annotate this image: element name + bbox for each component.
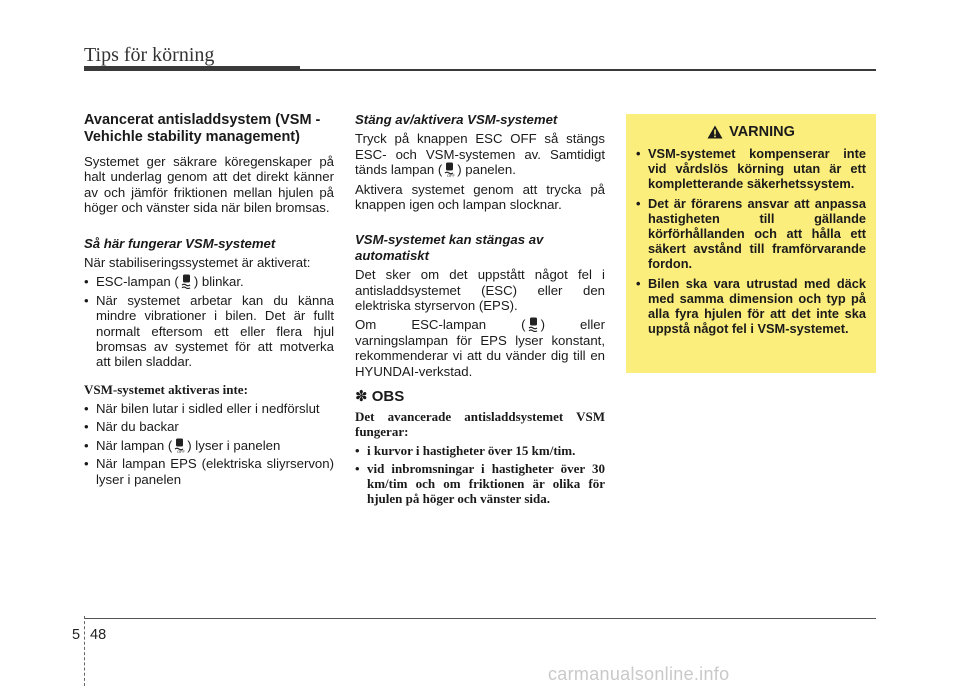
obs-list <box>355 443 605 506</box>
header-bar <box>84 66 300 71</box>
activate-paragraph: Aktivera systemet genom att trycka på knappen igen och lampan slocknar. <box>355 181 605 213</box>
column-middle <box>355 112 605 510</box>
list-item: • När lampan ( OFF ) lyser i panelen <box>84 438 334 453</box>
subheading-how-it-works: Så här fungerar VSM-systemet <box>84 235 276 251</box>
warning-header <box>636 124 866 140</box>
subheading-auto-off: VSM-systemet kan stängas av automatiskt <box>355 232 544 263</box>
esc-lamp-icon <box>181 274 192 289</box>
watermark: carmanualsonline.info <box>548 664 730 684</box>
obs-text: Det avancerade antisladdsystemet VSM fungerar: <box>355 408 605 439</box>
footer-separator <box>84 616 86 686</box>
list-item: • i kurvor i hastigheter över 15 km/tim. <box>355 443 605 458</box>
page-number: 48 <box>90 627 107 643</box>
esc-lamp-icon <box>528 317 539 332</box>
asterisk-icon: ✽ <box>355 388 368 406</box>
header-rule <box>300 69 876 71</box>
warning-title: VARNING <box>729 124 795 140</box>
column-left <box>84 112 334 491</box>
obs-heading: ✽ OBS <box>355 388 405 406</box>
chapter-number: 5 <box>72 627 81 643</box>
list-item: • ESC-lampan ( ) blinkar. <box>84 274 334 289</box>
inactive-list <box>84 401 334 487</box>
svg-text:OFF: OFF <box>177 448 186 453</box>
list-item: • När bilen lutar i sidled eller i nedförslut <box>84 401 334 416</box>
active-list <box>84 274 334 369</box>
list-item: • vid inbromsningar i hastigheter över 30 km/tim och om friktionen är olika för hjulen på höger och vänster sida. <box>355 461 605 506</box>
auto-off-paragraph: Det sker om det uppstått något fel i antisladdsystemet (ESC) eller den elektriska styrservon (EPS). <box>355 267 605 314</box>
toggle-paragraph: Tryck på knappen ESC OFF så stängs ESC- och VSM-systemen av. Samtidigt tänds lampan ( OFF ) panelen. <box>355 131 605 178</box>
warning-list <box>636 146 866 336</box>
list-item: • Det är förarens ansvar att anpassa hastigheten till gällande körförhållanden och att hålla ett säkert avstånd till framförvarande fordon. <box>636 196 866 272</box>
list-item: • När du backar <box>84 419 334 434</box>
subheading-toggle-vsm: Stäng av/aktivera VSM-systemet <box>355 112 558 127</box>
active-lead: När stabiliseringssystemet är aktiverat: <box>84 255 311 271</box>
intro-paragraph: Systemet ger säkrare köregenskaper på halt underlag genom att det direkt känner av och jämför friktionen mellan hjulen på höger och vänster sida när bilen bromsas. <box>84 154 334 216</box>
list-item: • När systemet arbetar kan du känna mindre vibrationer i bilen. Det är fullt normalt eftersom ett eller flera hjul bromsas av systemet för att motverka att bilen sladdar. <box>84 293 334 370</box>
list-item: • Bilen ska vara utrustad med däck med samma dimension och typ på alla fyra hjulen för att det inte ska uppstå något fel i VSM-systemet. <box>636 276 866 337</box>
page-section-title: Tips för körning <box>84 44 215 66</box>
section-heading-vsm: Avancerat antisladdsystem (VSM - Vehichle stability management) <box>84 112 321 145</box>
warning-triangle-icon <box>707 125 723 139</box>
list-item: • När lampan EPS (elektriska sliyrservon) lyser i panelen <box>84 456 334 487</box>
inactive-heading: VSM-systemet aktiveras inte: <box>84 381 248 397</box>
warning-box <box>626 114 876 373</box>
svg-text:OFF: OFF <box>447 173 456 178</box>
esc-off-lamp-icon <box>444 162 455 177</box>
esc-off-lamp-icon <box>174 438 185 453</box>
footer-rule <box>84 618 876 619</box>
list-item: • VSM-systemet kompenserar inte vid vårdslös körning utan är ett kompletterande säkerhetssystem. <box>636 146 866 192</box>
esc-lamp-paragraph: Om ESC-lampan ( ) eller varningslampan för EPS lyser konstant, rekommenderar vi att du vänder dig till en HYUNDAI-verkstad. <box>355 317 605 379</box>
